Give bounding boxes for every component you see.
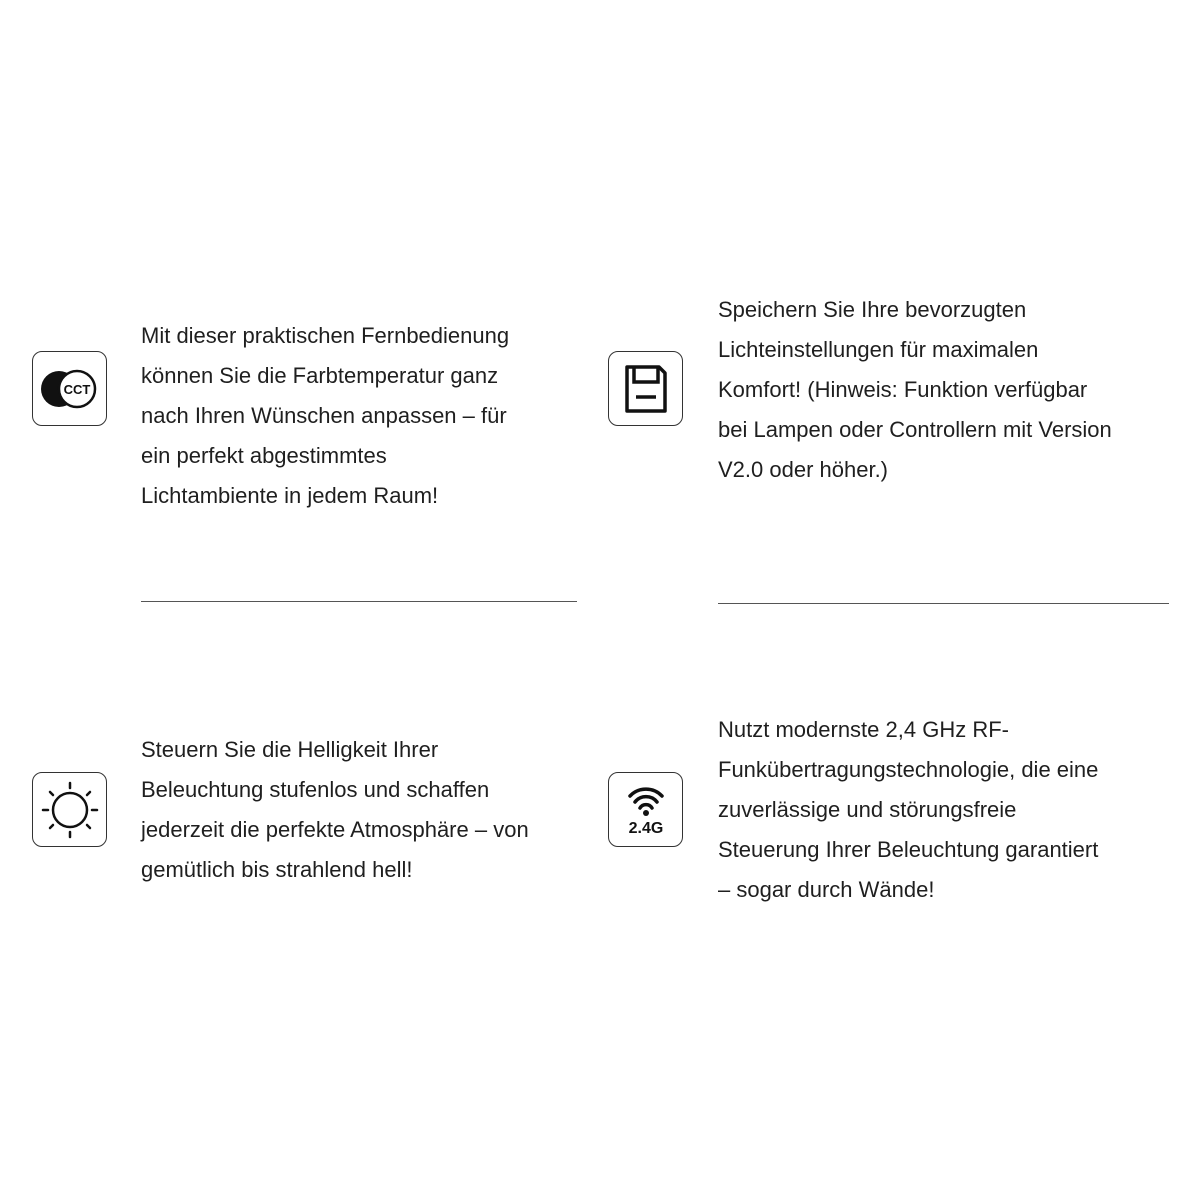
- brightness-icon: [32, 772, 107, 847]
- text-line: Beleuchtung stufenlos und schaffen: [141, 777, 490, 802]
- text-line: Speichern Sie Ihre bevorzugten: [718, 297, 1027, 322]
- wifi-icon: [608, 772, 683, 847]
- divider: [718, 603, 1169, 604]
- text-line: Funkübertragungstechnologie, die eine: [718, 757, 1099, 782]
- feature-text-memory: [718, 290, 1112, 490]
- text-line: Lichtambiente in jedem Raum!: [141, 483, 439, 508]
- text-line: jederzeit die perfekte Atmosphäre – von: [141, 817, 529, 842]
- wifi-band-label: 2.4G: [628, 819, 663, 837]
- divider: [141, 601, 577, 602]
- text-line: zuverlässige und störungsfreie: [718, 797, 1017, 822]
- text-line: Steuerung Ihrer Beleuchtung garantiert: [718, 837, 1099, 862]
- feature-text-color-temperature: [141, 316, 509, 516]
- save-icon: [608, 351, 683, 426]
- text-line: gemütlich bis strahlend hell!: [141, 857, 413, 882]
- text-line: bei Lampen oder Controllern mit Version: [718, 417, 1112, 442]
- text-line: Lichteinstellungen für maximalen: [718, 337, 1039, 362]
- feature-text-rf: [718, 710, 1098, 910]
- text-line: Komfort! (Hinweis: Funktion verfügbar: [718, 377, 1088, 402]
- text-line: V2.0 oder höher.): [718, 457, 889, 482]
- feature-text-brightness: [141, 730, 529, 890]
- text-line: Mit dieser praktischen Fernbedienung: [141, 323, 510, 348]
- cct-icon: [32, 351, 107, 426]
- text-line: ein perfekt abgestimmtes: [141, 443, 387, 468]
- text-line: nach Ihren Wünschen anpassen – für: [141, 403, 507, 428]
- cct-label: CCT: [63, 381, 90, 397]
- text-line: – sogar durch Wände!: [718, 877, 935, 902]
- text-line: können Sie die Farbtemperatur ganz: [141, 363, 499, 388]
- text-line: Steuern Sie die Helligkeit Ihrer: [141, 737, 439, 762]
- text-line: Nutzt modernste 2,4 GHz RF-: [718, 717, 1009, 742]
